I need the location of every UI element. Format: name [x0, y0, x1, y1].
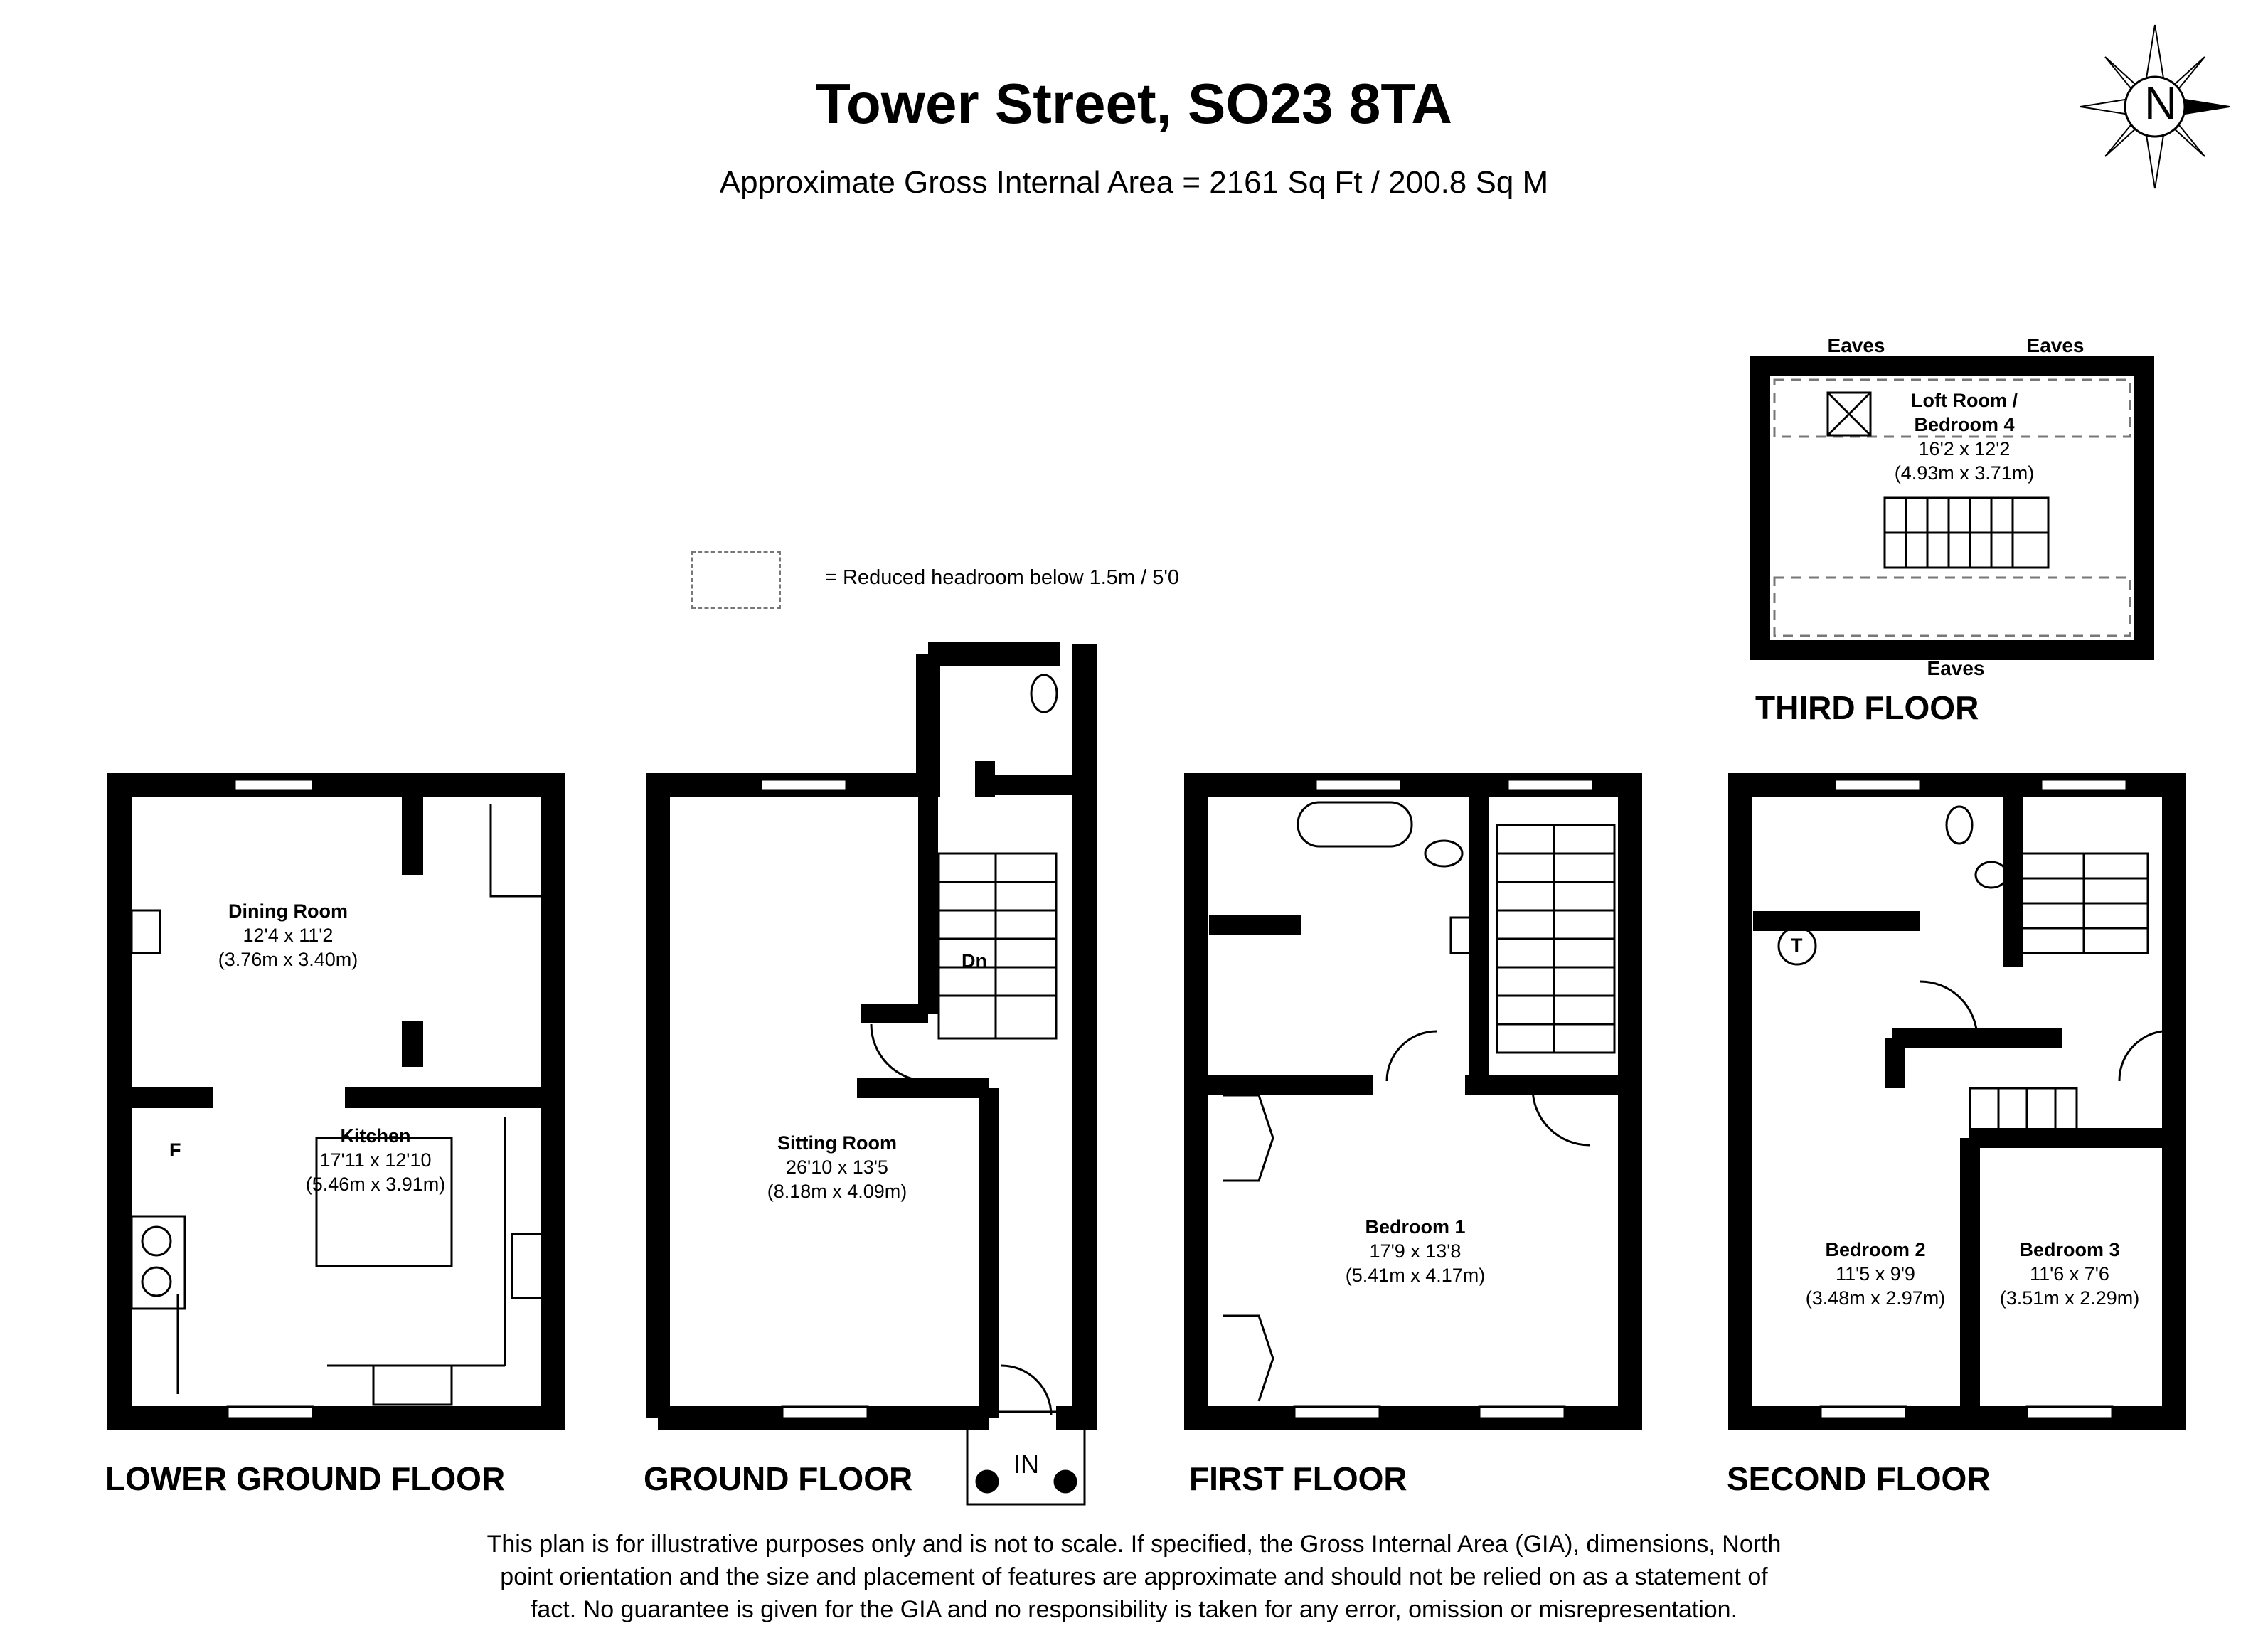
eaves-label-left: Eaves	[1827, 334, 1885, 356]
dining-room-label: Dining Room 12'4 x 11'2 (3.76m x 3.40m)	[218, 900, 358, 970]
sitting-room-label: Sitting Room 26'10 x 13'5 (8.18m x 4.09m)	[767, 1132, 907, 1202]
gross-area-subtitle: Approximate Gross Internal Area = 2161 Sq Ft / 200.8 Sq M	[719, 165, 1549, 200]
north-label: N	[2144, 78, 2178, 129]
disclaimer	[0, 1528, 2268, 1626]
second-floor-plan	[1740, 785, 2174, 1418]
first-floor-label: FIRST FLOOR	[1189, 1460, 1407, 1497]
eaves-label-bottom: Eaves	[1927, 657, 1985, 679]
ground-floor-label: GROUND FLOOR	[644, 1460, 913, 1497]
disclaimer-line-3: fact. No guarantee is given for the GIA and no responsibility is taken for any error, omission or misrepresentation.	[530, 1596, 1738, 1623]
disclaimer-line-1: This plan is for illustrative purposes only and is not to scale. If specified, the Gross Internal Area (GIA), dimensions, North	[486, 1531, 1782, 1558]
second-floor-label: SECOND FLOOR	[1727, 1460, 1991, 1497]
bedroom-1-label: Bedroom 1 17'9 x 13'8 (5.41m x 4.17m)	[1345, 1216, 1486, 1286]
kitchen-label: Kitchen 17'11 x 12'10 (5.46m x 3.91m)	[305, 1125, 446, 1195]
entrance-label: IN	[1013, 1450, 1039, 1479]
disclaimer-line-2: point orientation and the size and placement of features are approximate and should not be relied on as a statement of	[500, 1563, 1768, 1590]
bedroom-2-label: Bedroom 2 11'5 x 9'9 (3.48m x 2.97m)	[1805, 1239, 1946, 1309]
fridge-mark: F	[169, 1139, 181, 1161]
legend-text: = Reduced headroom below 1.5m / 5'0	[825, 566, 1180, 589]
eaves-label-right: Eaves	[2026, 334, 2085, 356]
lower-ground-floor-label: LOWER GROUND FLOOR	[105, 1460, 506, 1497]
loft-room-label: Loft Room / Bedroom 4 16'2 x 12'2 (4.93m x 3.71m)	[1894, 390, 2035, 484]
stairs-down-label: Dn	[962, 950, 987, 972]
water-tank-mark: T	[1791, 935, 1803, 956]
page-title: Tower Street, SO23 8TA	[815, 72, 1453, 135]
third-floor-label: THIRD FLOOR	[1755, 689, 1979, 726]
bedroom-3-label: Bedroom 3 11'6 x 7'6 (3.51m x 2.29m)	[1999, 1239, 2140, 1309]
